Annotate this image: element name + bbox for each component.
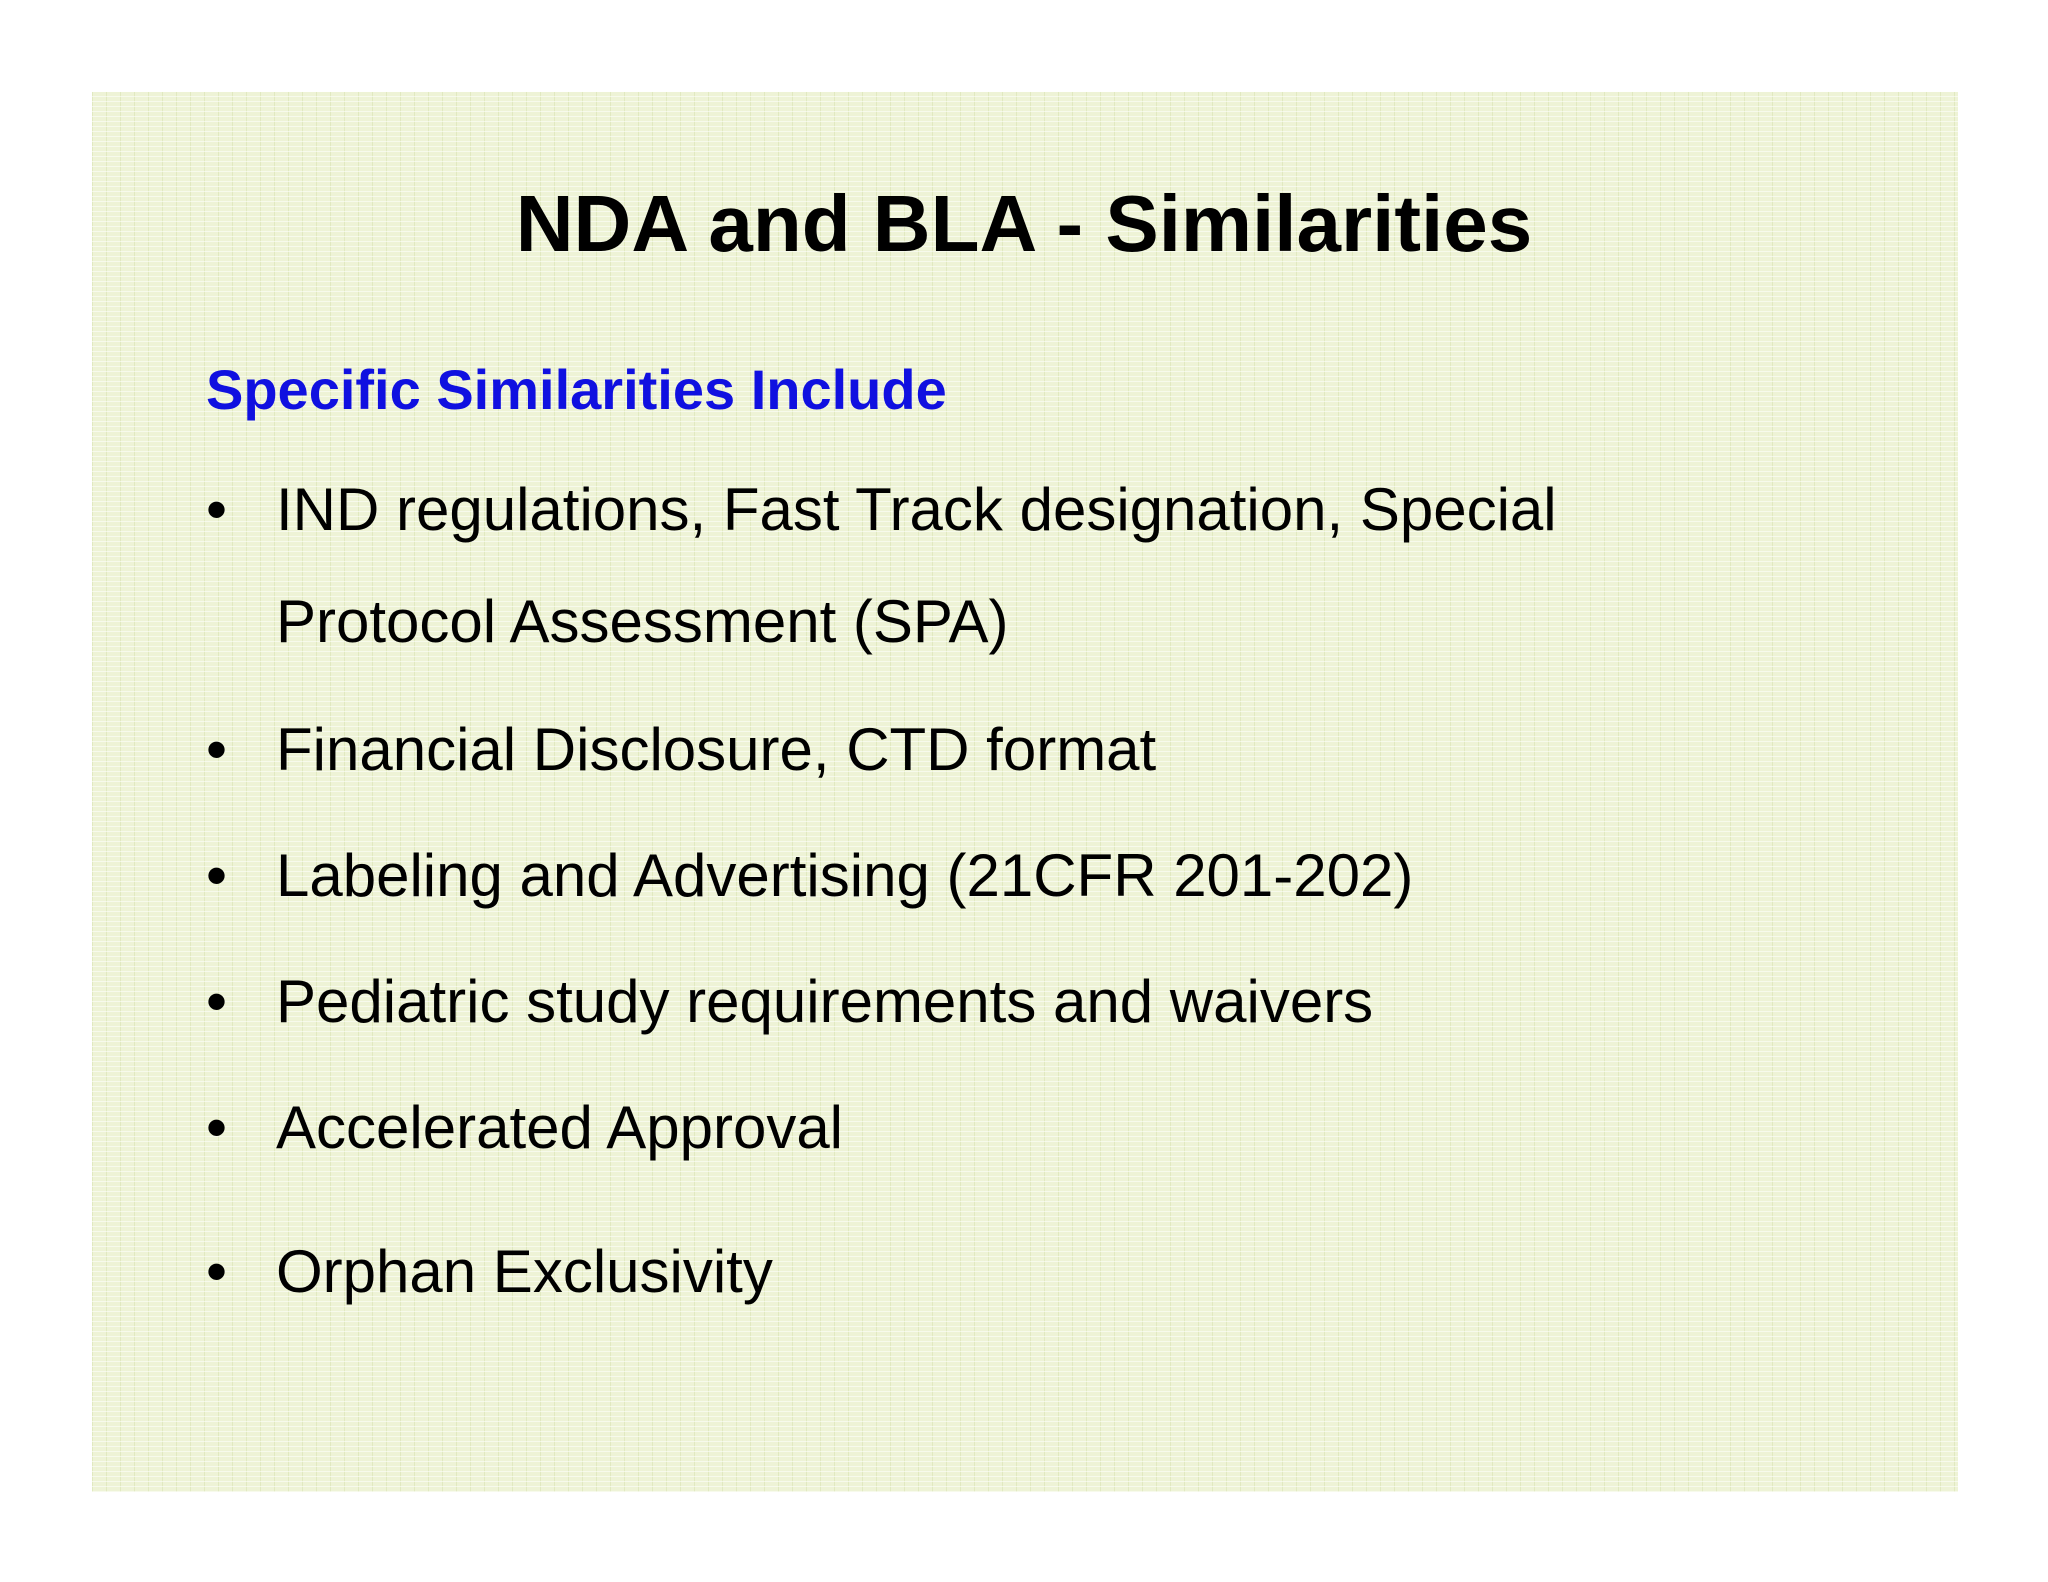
bullet-icon: • <box>206 968 228 1035</box>
bullet-text: Labeling and Advertising (21CFR 201-202) <box>276 842 1414 909</box>
bullet-text: Pediatric study requirements and waivers <box>276 968 1374 1035</box>
bullet-text: Accelerated Approval <box>276 1094 844 1161</box>
bullet-icon: • <box>206 476 228 543</box>
bullet-icon: • <box>206 842 228 909</box>
bullet-icon: • <box>206 1094 228 1161</box>
bullet-icon: • <box>206 1238 228 1305</box>
bullet-text: Financial Disclosure, CTD format <box>276 716 1157 783</box>
bullet-text: IND regulations, Fast Track designation, Special Protocol Assessment (SPA) <box>276 476 1557 655</box>
bullet-text: Orphan Exclusivity <box>276 1238 773 1305</box>
slide-title: NDA and BLA - Similarities <box>515 179 1533 268</box>
bullet-icon: • <box>206 716 228 783</box>
slide-subtitle: Specific Similarities Include <box>206 358 947 421</box>
